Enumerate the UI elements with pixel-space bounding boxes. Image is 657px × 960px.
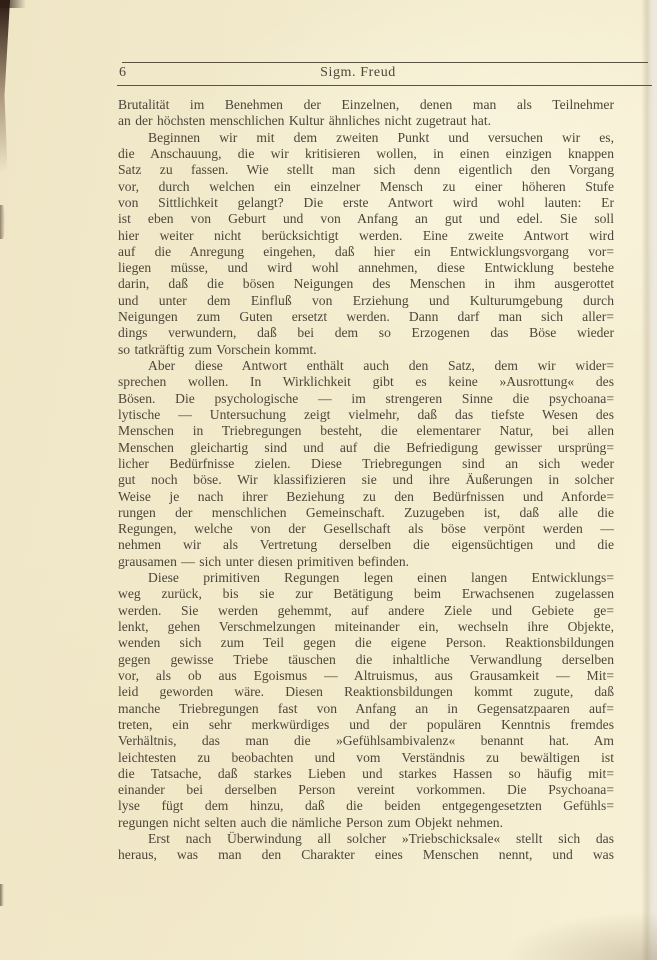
text-line: gut noch böse. Wir klassifizieren sie und ihre Äußerungen in solcher [118, 472, 614, 488]
text-line: liegen müsse, und wird wohl annehmen, diese Entwicklung bestehe [118, 260, 614, 276]
text-line: Verhältnis, das man die »Gefühlsambivalenz« benannt hat. Am [118, 733, 614, 749]
text-line: leichtesten zu beobachten und vom Verständnis zu bewältigen ist [118, 749, 614, 765]
text-line: einander bei derselben Person vereint vorkommen. Die Psychoana= [118, 782, 614, 798]
text-line: so tatkräftig zum Vorschein kommt. [118, 341, 317, 357]
text-line: gegen gewisse Triebe täuschen die inhaltliche Verwandlung derselben [118, 651, 614, 667]
text-line: Weise je nach ihrer Beziehung zu den Bedürfnissen und Anforde= [118, 488, 614, 504]
text-line: heraus, was man den Charakter eines Menschen nennt, und was [118, 847, 614, 863]
text-line: leid geworden wäre. Diesen Reaktionsbildungen kommt zugute, daß [118, 684, 614, 700]
bottom-right-shadow [437, 890, 657, 960]
text-line: werden. Sie werden gehemmt, auf andere Ziele und Gebiete ge= [118, 602, 614, 618]
text-line: weg zurück, bis sie zur Betätigung beim Erwachsenen zugelassen [118, 586, 614, 602]
text-line: nehmen wir als Vertretung derselben die eigensüchtigen und die [118, 537, 614, 553]
text-line: lyse fügt dem hinzu, daß die beiden entgegengesetzten Gefühls= [118, 798, 614, 814]
text-line: licher Bedürfnisse zielen. Diese Triebregungen sind an sich weder [118, 455, 614, 471]
text-line: regungen nicht selten auch die nämliche Person zum Objekt nehmen. [118, 814, 503, 830]
text-line: und unter dem Einfluß von Erziehung und Kulturumgebung durch [118, 292, 614, 308]
text-line: Menschen in Triebregungen besteht, die elementarer Natur, bei allen [118, 423, 614, 439]
page-number: 6 [119, 65, 127, 80]
text-line: Diese primitiven Regungen legen einen langen Entwicklungs= [148, 570, 614, 586]
text-line: auf die Anregung eingehen, daß hier ein Entwicklungsvorgang vor= [118, 243, 614, 259]
text-line: die Tatsache, daß starkes Lieben und starkes Hassen so häufig mit= [118, 765, 614, 781]
text-line: sprechen wollen. In Wirklichkeit gibt es keine »Ausrottung« des [118, 374, 614, 390]
header-rule-top [122, 62, 648, 63]
text-line: ist eben von Geburt und von Anfang an gut und edel. Sie soll [118, 211, 614, 227]
text-line: Regungen, welche von der Gesellschaft als böse verpönt werden — [118, 521, 614, 537]
text-line: Beginnen wir mit dem zweiten Punkt und versuchen wir es, [148, 129, 614, 145]
left-edge-smudge [0, 205, 5, 239]
text-line: Bösen. Die psychologische — im strengeren Sinne die psychoana= [118, 390, 614, 406]
binding-shadow-top [0, 0, 26, 8]
text-line: lytische — Untersuchung zeigt vielmehr, daß das tiefste Wesen des [118, 406, 614, 422]
text-line: wenden sich zum Teil gegen die eigene Person. Reaktionsbildungen [118, 635, 614, 651]
body-text [118, 97, 614, 864]
text-line: Erst nach Überwindung all solcher »Triebschicksale« stellt sich das [148, 831, 614, 847]
text-line: dings verwundern, daß bei dem so Erzogenen das Böse wieder [118, 325, 614, 341]
running-head: Sigm. Freud [320, 65, 396, 80]
text-line: treten, ein sehr merkwürdiges und der populären Kenntnis fremdes [118, 716, 614, 732]
text-line: manche Triebregungen fast von Anfang an in Gegensatzpaaren auf= [118, 700, 614, 716]
text-line: von Sittlichkeit gelangt? Die erste Antwort wird wohl lauten: Er [118, 194, 614, 210]
text-line: grausamen — sich unter diesen primitiven befinden. [118, 553, 410, 569]
text-line: an der höchsten menschlichen Kultur ähnliches nicht zugetraut hat. [118, 113, 492, 129]
page-edge-right [641, 0, 657, 960]
text-line: lenkt, gehen Verschmelzungen miteinander ein, wechseln ihre Objekte, [118, 619, 614, 634]
text-line: vor, durch welchen ein einzelner Mensch zu einer höheren Stufe [118, 178, 614, 194]
text-line: hier weiter nicht berücksichtigt werden. Eine zweite Antwort wird [118, 227, 614, 243]
text-line: vor, als ob aus Egoismus — Altruismus, aus Grausamkeit — Mit= [118, 667, 614, 683]
left-edge-smudge-bottom [0, 884, 4, 906]
text-line: Neigungen zum Guten ersetzt werden. Dann darf man sich aller= [118, 309, 614, 325]
text-line: darin, daß die bösen Neigungen des Menschen in ihm ausgerottet [118, 276, 614, 292]
binding-shadow-left [0, 0, 10, 240]
text-line: Menschen gleichartig sind und auf die Befriedigung gewisser ursprüng= [118, 439, 614, 455]
text-line: Satz zu fassen. Wie stellt man sich denn eigentlich den Vorgang [118, 162, 614, 178]
text-line: rungen der menschlichen Gemeinschaft. Zuzugeben ist, daß alle die [118, 504, 614, 520]
header-rule-bottom [117, 85, 652, 86]
text-line: Aber diese Antwort enthält auch den Satz, dem wir wider= [148, 358, 614, 373]
text-line: die Anschauung, die wir kritisieren wollen, in einen einzigen knappen [118, 145, 614, 161]
text-line: Brutalität im Benehmen der Einzelnen, denen man als Teilnehmer [118, 97, 614, 112]
